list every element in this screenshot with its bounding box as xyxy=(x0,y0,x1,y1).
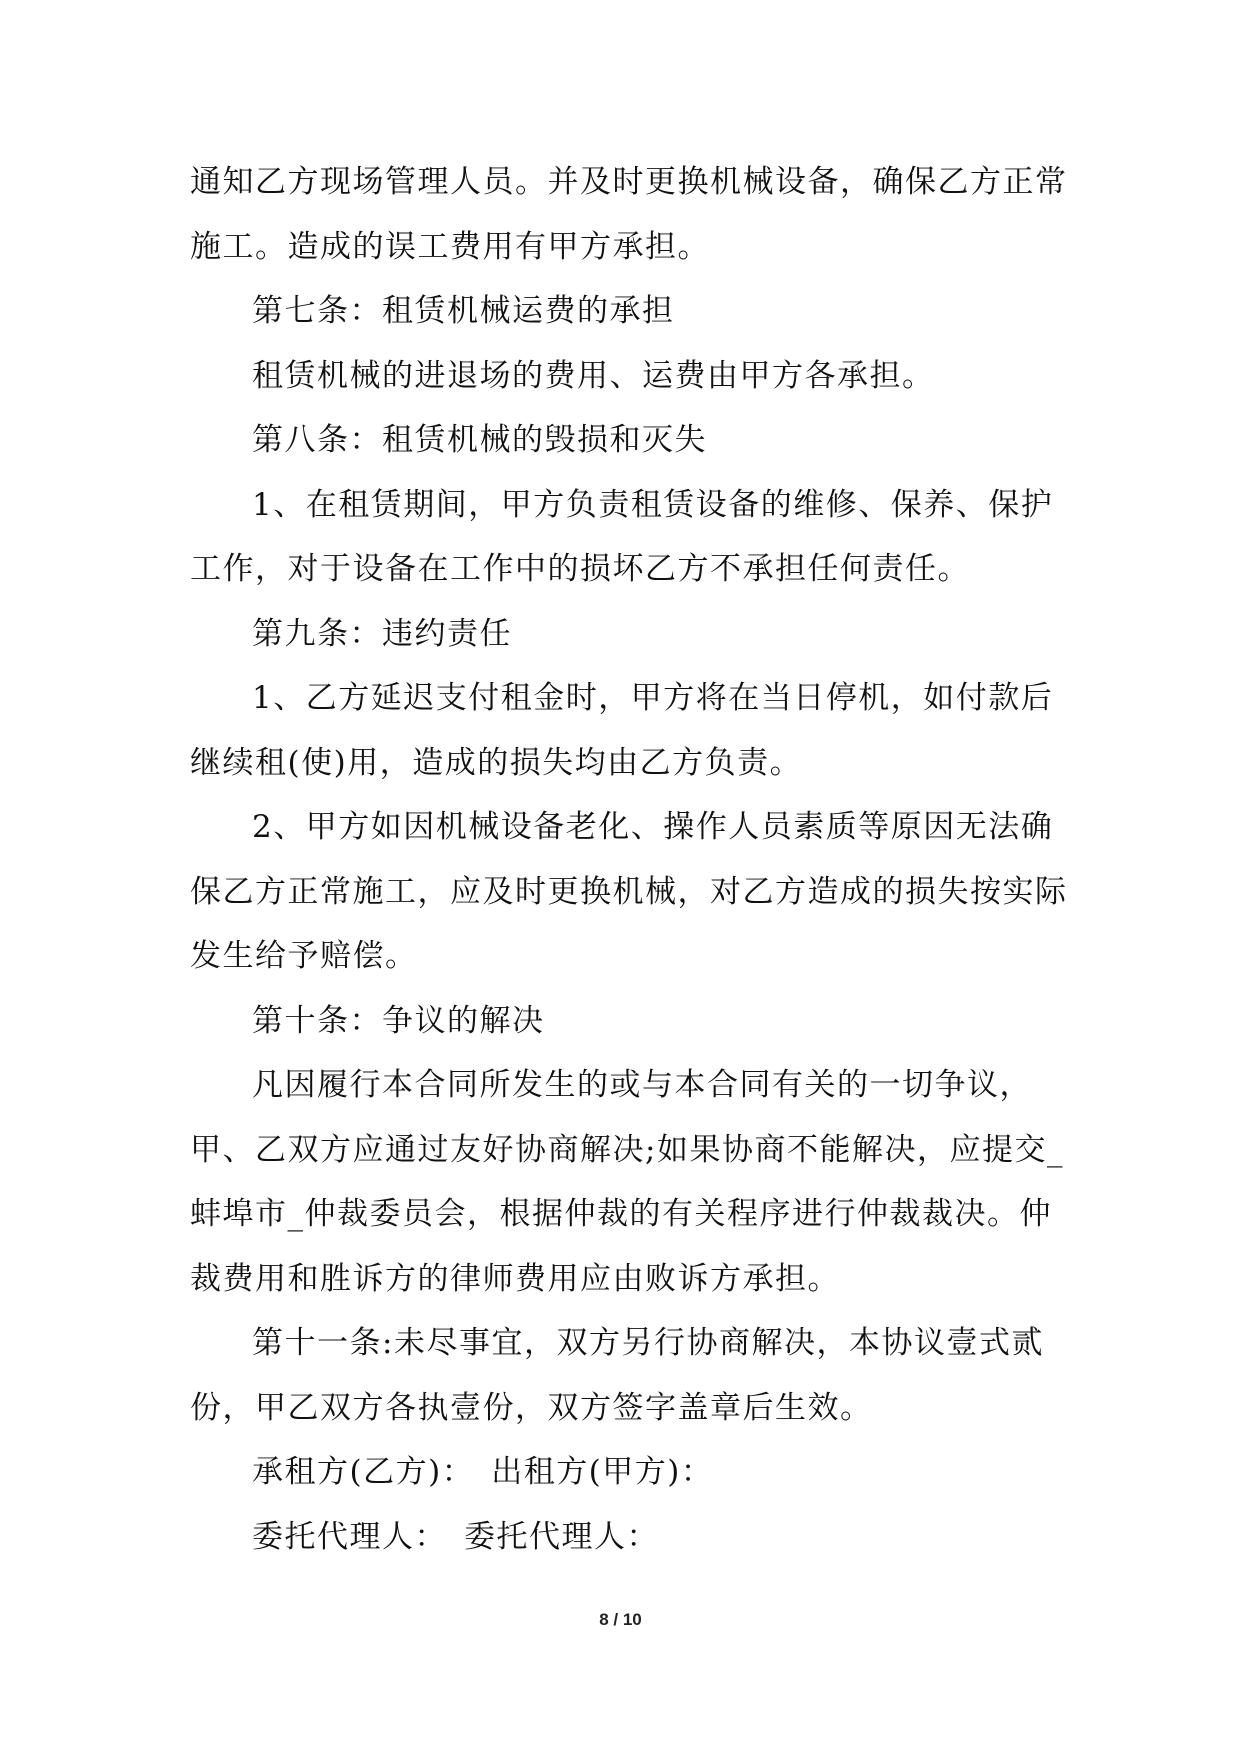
article-9-clause-2: 2、甲方如因机械设备老化、操作人员素质等原因无法确保乙方正常施工，应及时更换机械，对乙方造成的损失按实际发生给予赔偿。 xyxy=(190,809,1068,974)
article-11-body: 第十一条:未尽事宜，双方另行协商解决，本协议壹式贰份，甲乙双方各执壹份，双方签字盖章后生效。 xyxy=(190,1325,1044,1426)
article-7-body: 租赁机械的进退场的费用、运费由甲方各承担。 xyxy=(252,357,935,394)
paragraph-continuation: 通知乙方现场管理人员。并及时更换机械设备，确保乙方正常施工。造成的误工费用有甲方承担。 xyxy=(190,164,1068,265)
article-9-heading: 第九条：违约责任 xyxy=(252,615,512,652)
article-10-heading: 第十条：争议的解决 xyxy=(252,1002,545,1039)
page-number: 8 / 10 xyxy=(599,1610,642,1629)
signature-parties-line: 承租方(乙方)： 出租方(甲方)： xyxy=(252,1454,714,1490)
article-10-body: 凡因履行本合同所发生的或与本合同有关的一切争议，甲、乙双方应通过友好协商解决;如果协商不能解决，应提交_蚌埠市_仲裁委员会，根据仲裁的有关程序进行仲裁裁决。仲裁费用和胜诉方的律师费用应由败诉方承担。 xyxy=(190,1067,1064,1297)
article-7-heading: 第七条：租赁机械运费的承担 xyxy=(252,293,675,329)
article-8-clause-1: 1、在租赁期间，甲方负责租赁设备的维修、保养、保护工作，对于设备在工作中的损坏乙方不承担任何责任。 xyxy=(190,486,1054,587)
document-body xyxy=(190,150,1070,1569)
article-8-heading: 第八条：租赁机械的毁损和灭失 xyxy=(252,422,707,458)
signature-agents-line: 委托代理人： 委托代理人： xyxy=(252,1518,659,1555)
article-9-clause-1: 1、乙方延迟支付租金时，甲方将在当日停机，如付款后继续租(使)用，造成的损失均由乙方负责。 xyxy=(190,680,1054,781)
